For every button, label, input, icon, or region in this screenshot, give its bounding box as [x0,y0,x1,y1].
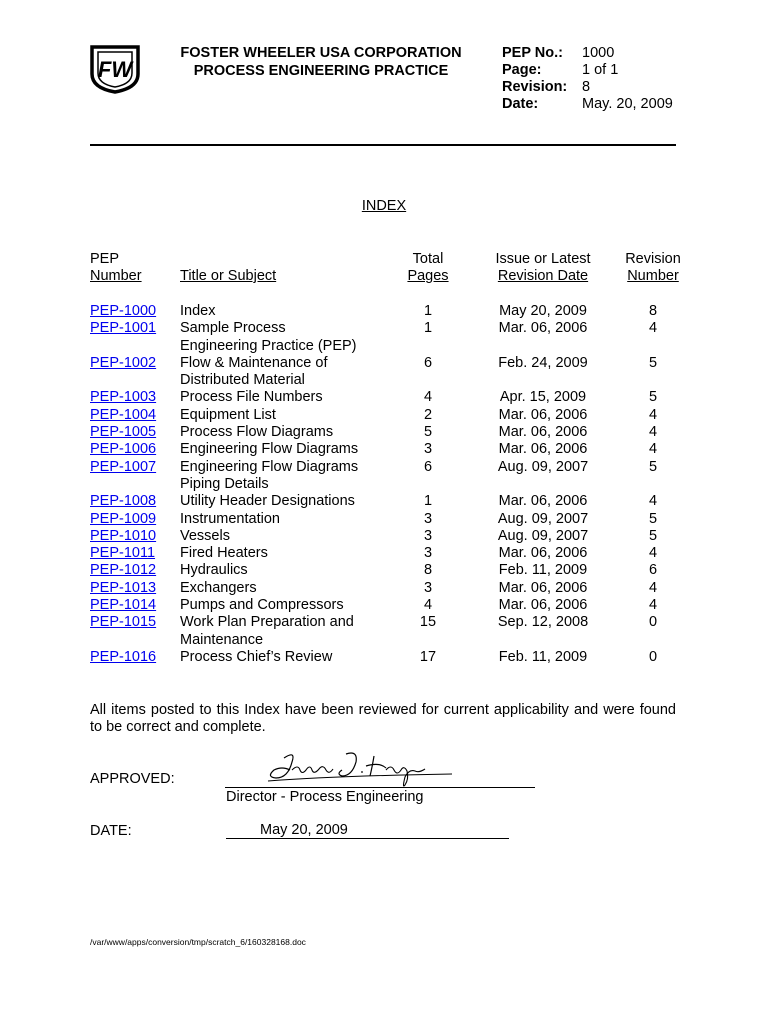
signature-image [262,748,458,788]
row-title-line: Engineering Flow Diagrams [180,441,359,458]
pep-number-link[interactable]: PEP-1007 [90,458,157,475]
row-total-pages: 1 [423,303,433,319]
row-title-line: Work Plan Preparation and [180,614,354,631]
row-title-line: Fired Heaters [180,545,268,562]
approval-date: May 20, 2009 [260,822,348,838]
header-divider [90,144,676,146]
date-label: DATE: [90,823,132,839]
row-title [180,355,390,390]
row-revision-date: Mar. 06, 2006 [498,545,588,562]
company-header [170,44,472,80]
index-title: INDEX [361,198,407,214]
row-total-pages: 2 [423,406,433,423]
row-revision-number: 0 [648,648,658,665]
row-title-line: Index [180,303,216,319]
row-title-line: Equipment List [180,406,276,423]
row-title [180,493,390,510]
review-note: All items posted to this Index have been reviewed for current applicability and were found to be correct and complete. [90,702,676,735]
row-title-line: Maintenance [180,631,264,648]
row-title [180,597,390,614]
row-revision-date: Mar. 06, 2006 [498,493,588,510]
pep-number-link[interactable]: PEP-1008 [90,493,157,510]
row-total-pages: 8 [423,562,433,579]
row-revision-date: Feb. 11, 2009 [498,648,588,665]
row-title-line: Vessels [180,527,230,544]
row-title [180,459,390,494]
row-title-line: Utility Header Designations [180,493,355,510]
footer-file-path: /var/www/apps/conversion/tmp/scratch_6/160328168.doc [90,937,306,947]
row-revision-number: 5 [648,458,658,475]
table-row [0,528,768,545]
row-revision-number: 6 [648,562,658,579]
row-revision-date: Sep. 12, 2008 [497,614,589,631]
row-title [180,562,390,579]
table-row [0,597,768,614]
row-title [180,614,390,649]
practice-name: PROCESS ENGINEERING PRACTICE [193,63,449,79]
row-revision-date: Feb. 11, 2009 [498,562,588,579]
row-total-pages: 1 [423,493,433,510]
row-title-line: Flow & Maintenance of [180,354,328,371]
row-title [180,580,390,597]
pep-number-link[interactable]: PEP-1010 [90,527,157,544]
pep-number-link[interactable]: PEP-1000 [90,303,157,319]
row-revision-number: 4 [648,406,658,423]
row-title [180,545,390,562]
row-title-line: Piping Details [180,475,269,492]
row-total-pages: 5 [423,424,433,441]
row-revision-number: 4 [648,597,658,614]
table-row [0,424,768,441]
col-header-title: Title or Subject [180,268,277,284]
row-revision-date: Apr. 15, 2009 [499,389,587,406]
row-title-line: Engineering Practice (PEP) [180,337,357,354]
row-revision-number: 4 [648,579,658,596]
meta-date: Date: May. 20, 2009 [502,96,673,112]
row-title-line: Process Chief’s Review [180,648,333,665]
row-revision-number: 5 [648,389,658,406]
row-total-pages: 17 [419,648,437,665]
row-title-line: Sample Process [180,320,286,337]
table-row [0,511,768,528]
meta-page: Page: 1 of 1 [502,62,619,78]
row-revision-date: May 20, 2009 [499,303,587,319]
row-title [180,424,390,441]
pep-number-link[interactable]: PEP-1009 [90,510,157,527]
pep-number-link[interactable]: PEP-1004 [90,406,157,423]
table-row [0,441,768,458]
row-revision-number: 0 [648,614,658,631]
row-title-line: Hydraulics [180,562,248,579]
table-row [0,614,768,649]
row-revision-date: Aug. 09, 2007 [497,527,589,544]
row-revision-date: Feb. 24, 2009 [498,354,588,371]
row-title-line: Engineering Flow Diagrams [180,458,359,475]
row-total-pages: 3 [423,527,433,544]
col-header-revision-number: Revision Number [625,251,681,284]
row-revision-number: 5 [648,354,658,371]
row-total-pages: 15 [419,614,437,631]
table-row [0,493,768,510]
table-row [0,355,768,390]
row-revision-date: Mar. 06, 2006 [498,441,588,458]
pep-number-link[interactable]: PEP-1003 [90,389,157,406]
row-revision-number: 4 [648,320,658,337]
row-total-pages: 6 [423,354,433,371]
row-revision-number: 5 [648,510,658,527]
row-title-line: Distributed Material [180,372,305,389]
row-title [180,649,390,666]
row-title [180,511,390,528]
row-revision-number: 5 [648,527,658,544]
col-header-total-pages: Total Pages [407,251,449,284]
company-name: FOSTER WHEELER USA CORPORATION [180,45,462,61]
row-revision-date: Mar. 06, 2006 [498,406,588,423]
pep-number-link[interactable]: PEP-1013 [90,579,157,596]
table-row [0,562,768,579]
row-title [180,407,390,424]
company-logo [89,44,141,94]
index-table [0,303,768,666]
row-total-pages: 3 [423,579,433,596]
pep-number-link[interactable]: PEP-1016 [90,648,157,665]
table-row [0,303,768,320]
row-revision-number: 4 [648,493,658,510]
col-header-revision-date: Issue or Latest Revision Date [495,251,591,284]
row-total-pages: 6 [423,458,433,475]
row-revision-date: Aug. 09, 2007 [497,458,589,475]
row-title [180,528,390,545]
pep-number-link[interactable]: PEP-1005 [90,424,157,441]
pep-number-link[interactable]: PEP-1012 [90,562,157,579]
row-total-pages: 3 [423,441,433,458]
row-title [180,303,390,320]
row-title [180,441,390,458]
table-row [0,459,768,494]
row-title [180,389,390,406]
logo-lettering: FW [97,57,133,82]
row-title-line: Instrumentation [180,510,280,527]
date-line [226,838,509,839]
meta-pep-number: PEP No.: 1000 [502,45,615,61]
col-header-pep-number: PEP Number [90,251,142,284]
table-row [0,389,768,406]
meta-revision: Revision: 8 [502,79,591,95]
pep-number-link[interactable]: PEP-1001 [90,320,157,337]
table-row [0,407,768,424]
row-title [180,320,390,355]
table-row [0,320,768,355]
row-title-line: Process Flow Diagrams [180,424,334,441]
row-title-line: Pumps and Compressors [180,597,344,614]
row-revision-date: Mar. 06, 2006 [498,424,588,441]
table-row [0,649,768,666]
row-revision-number: 8 [648,303,658,319]
document-meta [502,45,692,113]
signature-line [225,787,535,788]
table-row [0,545,768,562]
pep-number-link[interactable]: PEP-1006 [90,441,157,458]
row-revision-date: Mar. 06, 2006 [498,579,588,596]
row-total-pages: 3 [423,510,433,527]
table-row [0,580,768,597]
signature-caption: Director - Process Engineering [226,789,424,805]
pep-number-link[interactable]: PEP-1011 [90,545,156,562]
row-revision-date: Mar. 06, 2006 [498,320,588,337]
row-total-pages: 1 [423,320,433,337]
row-total-pages: 3 [423,545,433,562]
approved-label: APPROVED: [90,771,175,787]
row-total-pages: 4 [423,389,433,406]
row-revision-number: 4 [648,441,658,458]
row-title-line: Process File Numbers [180,389,323,406]
row-revision-number: 4 [648,424,658,441]
row-revision-date: Mar. 06, 2006 [498,597,588,614]
pep-number-link[interactable]: PEP-1002 [90,354,157,371]
row-revision-number: 4 [648,545,658,562]
row-revision-date: Aug. 09, 2007 [497,510,589,527]
row-title-line: Exchangers [180,579,257,596]
pep-number-link[interactable]: PEP-1014 [90,597,157,614]
pep-number-link[interactable]: PEP-1015 [90,614,157,631]
row-total-pages: 4 [423,597,433,614]
